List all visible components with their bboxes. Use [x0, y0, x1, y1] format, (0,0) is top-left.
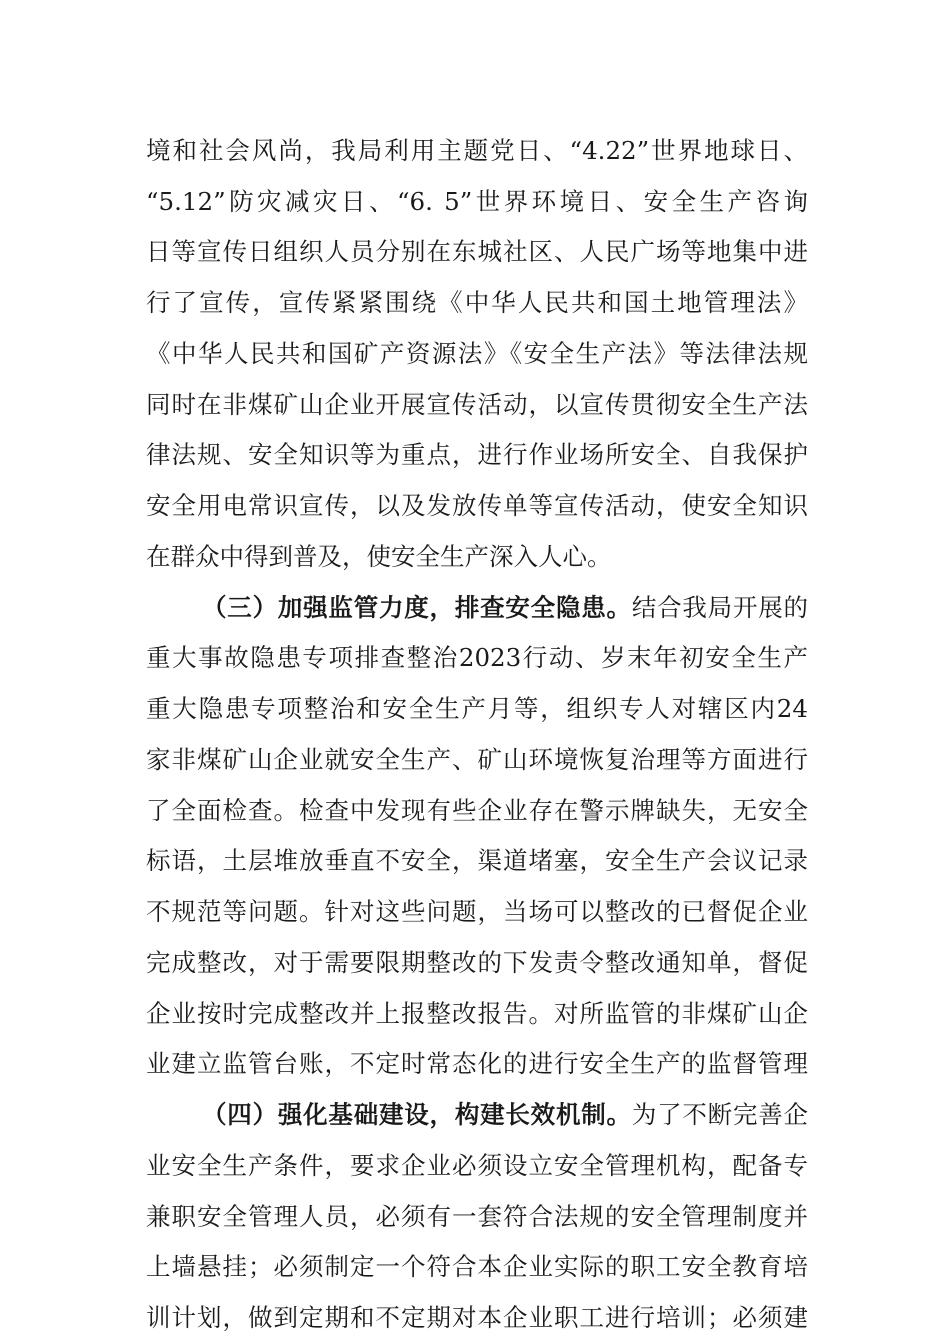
text-line: 重大事故隐患专项排查整治2023行动、岁末年初安全生产: [146, 643, 808, 672]
text-line: 重大隐患专项整治和安全生产月等，组织专人对辖区内24: [146, 694, 808, 723]
text-line: “5.12”防灾减灾日、“6. 5”世界环境日、安全生产咨询: [146, 187, 808, 216]
text-line: 律法规、安全知识等为重点，进行作业场所安全、自我保护: [146, 440, 808, 469]
text-line: 完成整改，对于需要限期整改的下发责令整改通知单，督促: [146, 948, 808, 977]
text-line: 日等宣传日组织人员分别在东城社区、人民广场等地集中进: [146, 237, 808, 266]
text-line: 兼职安全管理人员，必须有一套符合法规的安全管理制度并: [146, 1202, 808, 1231]
section-first-line: [202, 1095, 808, 1135]
text-line: 训计划，做到定期和不定期对本企业职工进行培训；必须建: [146, 1303, 808, 1332]
text-line: 《中华人民共和国矿产资源法》《安全生产法》等法律法规: [146, 339, 808, 368]
text-line: 安全用电常识宣传，以及发放传单等宣传活动，使安全知识: [146, 491, 808, 520]
text-line: 业建立监管台账，不定时常态化的进行安全生产的监督管理: [146, 1049, 808, 1078]
text-line: 上墙悬挂；必须制定一个符合本企业实际的职工安全教育培: [146, 1252, 808, 1281]
text-line: 不规范等问题。针对这些问题，当场可以整改的已督促企业: [146, 897, 808, 926]
section-first-line: [202, 588, 808, 628]
section-heading: （三）加强监管力度，排查安全隐患。: [202, 593, 632, 622]
text-line: 标语，土层堆放垂直不安全，渠道堵塞，安全生产会议记录: [146, 846, 808, 875]
text-line: 了全面检查。检查中发现有些企业存在警示牌缺失，无安全: [146, 796, 808, 825]
text-line: 境和社会风尚，我局利用主题党日、“4.22”世界地球日、: [146, 136, 808, 165]
section-lead-text: 为了不断完善企: [631, 1100, 809, 1129]
text-line: 企业按时完成整改并上报整改报告。对所监管的非煤矿山企: [146, 999, 808, 1028]
section-heading: （四）强化基础建设，构建长效机制。: [202, 1100, 632, 1129]
text-line: 业安全生产条件，要求企业必须设立安全管理机构，配备专: [146, 1151, 808, 1180]
text-line: 家非煤矿山企业就安全生产、矿山环境恢复治理等方面进行: [146, 745, 808, 774]
section-lead-text: 结合我局开展的: [631, 593, 809, 622]
text-line: 在群众中得到普及，使安全生产深入人心。: [146, 542, 612, 571]
text-line: 同时在非煤矿山企业开展宣传活动，以宣传贯彻安全生产法: [146, 390, 808, 419]
text-line: 行了宣传，宣传紧紧围绕《中华人民共和国土地管理法》: [146, 288, 808, 317]
